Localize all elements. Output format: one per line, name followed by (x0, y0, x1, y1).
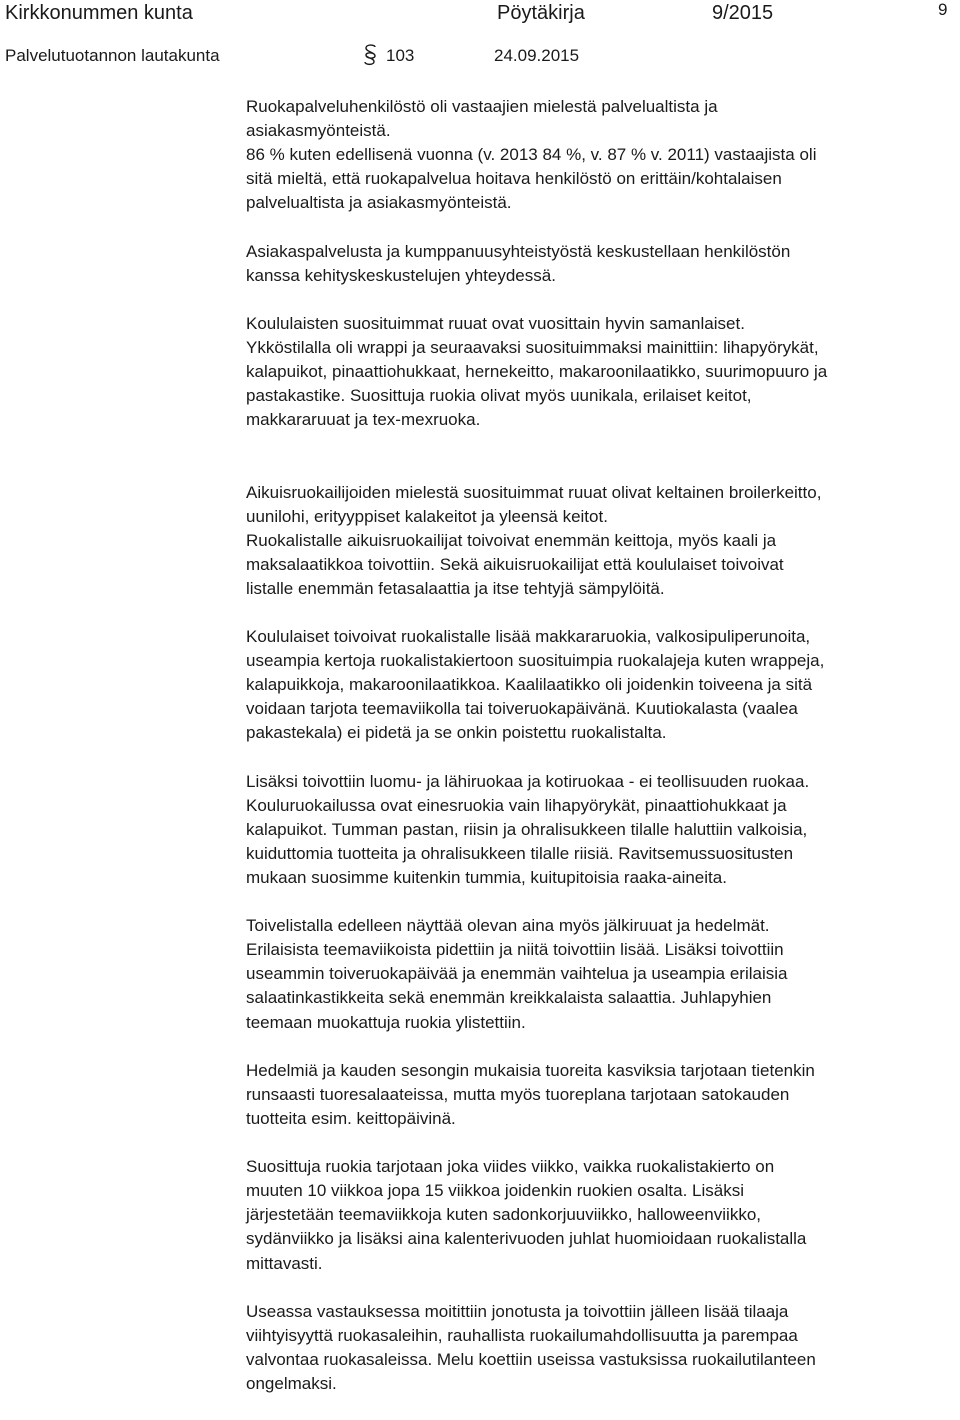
document-type: Pöytäkirja (497, 2, 585, 24)
paragraph (246, 770, 958, 890)
text-line: ongelmaksi. (246, 1373, 337, 1393)
text-line: järjestetään teemaviikkoja kuten sadonkorjuuviikko, halloweenviikko, (246, 1205, 761, 1225)
text-line: teemaan muokattuja ruokia ylistettiin. (246, 1012, 526, 1032)
text-line: runsaasti tuoresalaateissa, mutta myös tuoreplana tarjotaan satokauden (246, 1084, 790, 1104)
text-line: sitä mieltä, että ruokapalvelua hoitava henkilöstö on erittäin/kohtalaisen (246, 169, 782, 189)
paragraph (246, 1155, 958, 1275)
text-line: Lisäksi toivottiin luomu- ja lähiruokaa ja kotiruokaa - ei teollisuuden ruokaa. (246, 771, 810, 791)
text-line: Koululaiset toivoivat ruokalistalle lisää makkararuokia, valkosipuliperunoita, (246, 627, 811, 647)
text-line: Aikuisruokailijoiden mielestä suosituimmat ruuat olivat keltainen broilerkeitto, (246, 482, 822, 502)
meeting-date: 24.09.2015 (494, 46, 580, 65)
organization-name: Kirkkonummen kunta (5, 2, 193, 24)
page-number: 9 (938, 0, 948, 19)
paragraph (246, 95, 958, 215)
text-line: Ruokapalveluhenkilöstö oli vastaajien mielestä palvelualtista ja (246, 97, 718, 116)
paragraph (246, 914, 958, 1034)
text-line: Toivelistalla edelleen näyttää olevan aina myös jälkiruuat ja hedelmät. (246, 916, 770, 936)
text-line: Koululaisten suosituimmat ruuat ovat vuosittain hyvin samanlaiset. (246, 313, 745, 333)
text-line: salaatinkastikkeita sekä enemmän kreikkalaista salaattia. Juhlapyhien (246, 988, 772, 1008)
text-line: makkararuuat ja tex-mexruoka. (246, 410, 481, 430)
text-line: asiakasmyönteistä. (246, 121, 391, 141)
text-line: Hedelmiä ja kauden sesongin mukaisia tuoreita kasviksia tarjotaan tietenkin (246, 1060, 815, 1080)
issue-number: 9/2015 (712, 2, 774, 24)
text-line: kuiduttomia tuotteita ja ohralisukkeen tilalle riisiä. Ravitsemussuositusten (246, 843, 794, 863)
text-line: muuten 10 viikkoa jopa 15 viikkoa joidenkin ruokien osalta. Lisäksi (246, 1181, 745, 1201)
paragraph (246, 625, 958, 745)
text-line: listalle enemmän fetasalaattia ja itse tehtyjä sämpylöitä. (246, 578, 665, 598)
section-number: 103 (386, 46, 415, 65)
text-line: Suosittuja ruokia tarjotaan joka viides viikko, vaikka ruokalistakierto on (246, 1157, 775, 1177)
text-line: Asiakaspalvelusta ja kumppanuusyhteistyöstä keskustellaan henkilöstön (246, 241, 791, 261)
paragraph (246, 312, 958, 432)
text-line: palvelualtista ja asiakasmyönteistä. (246, 193, 512, 213)
text-line: voidaan tarjota teemaviikolla tai toiveruokapäivänä. Kuutiokalasta (vaalea (246, 699, 798, 719)
text-line: Useassa vastauksessa moitittiin jonotusta ja toivottiin jälleen lisää tilaaja (246, 1301, 789, 1321)
text-line: pakastekala) ei pidetä ja se onkin poistettu ruokalistalta. (246, 723, 667, 743)
text-line: valvontaa ruokasaleissa. Melu koettiin useissa vastuksissa ruokailutilanteen (246, 1349, 816, 1369)
paragraph (246, 1059, 958, 1131)
board-name: Palvelutuotannon lautakunta (5, 46, 220, 65)
section-sign-icon (363, 44, 377, 66)
text-line: maksalaatikkoa toivottiin. Sekä aikuisruokailijat että koululaiset toivoivat (246, 554, 784, 574)
text-line: kalapuikot, pinaattiohukkaat, hernekeitto, makaroonilaatikko, suurimopuuro ja (246, 362, 828, 382)
document-body (246, 95, 958, 1420)
text-line: uunilohi, erityyppiset kalakeitot ja yleensä keitot. (246, 506, 608, 526)
text-line: mittavasti. (246, 1253, 323, 1273)
text-line: 86 % kuten edellisenä vuonna (v. 2013 84 %, v. 87 % v. 2011) vastaajista oli (246, 145, 817, 165)
paragraph (246, 240, 958, 288)
text-line: useampia kertoja ruokalistakiertoon suosituimpia ruokalajeja kuten wrappeja, (246, 651, 825, 671)
text-line: kanssa kehityskeskustelujen yhteydessä. (246, 265, 556, 285)
text-line: kalapuikkoja, makaroonilaatikkoa. Kaalilaatikko oli joidenkin toiveena ja sitä (246, 675, 813, 695)
text-line: mukaan suosimme kuitenkin tummia, kuitupitoisia raaka-aineita. (246, 868, 727, 887)
paragraph (246, 481, 958, 601)
text-line: viihtyisyyttä ruokasaleihin, rauhallista ruokailumahdollisuutta ja parempaa (246, 1325, 798, 1345)
text-line: kalapuikot. Tumman pastan, riisin ja ohralisukkeen tilalle haluttiin valkoisia, (246, 819, 808, 839)
text-line: useammin toiveruokapäivää ja enemmän vaihtelua ja useampia erilaisia (246, 964, 788, 984)
text-line: pastakastike. Suosittuja ruokia olivat myös uunikala, erilaiset keitot, (246, 386, 752, 406)
text-line: Erilaisista teemaviikoista pidettiin ja niitä toivottiin lisää. Lisäksi toivottiin (246, 940, 784, 960)
text-line: Ruokalistalle aikuisruokailijat toivoivat enemmän keittoja, myös kaali ja (246, 530, 777, 550)
text-line: Kouluruokailussa ovat einesruokia vain lihapyörykät, pinaattiohukkaat ja (246, 795, 787, 815)
text-line: Ykköstilalla oli wrappi ja seuraavaksi suosituimmaksi mainittiin: lihapyörykät, (246, 337, 819, 357)
text-line: sydänviikko ja lisäksi aina kalenterivuoden juhlat huomioidaan ruokalistalla (246, 1229, 807, 1249)
text-line: tuotteita esim. keittopäivinä. (246, 1108, 456, 1128)
